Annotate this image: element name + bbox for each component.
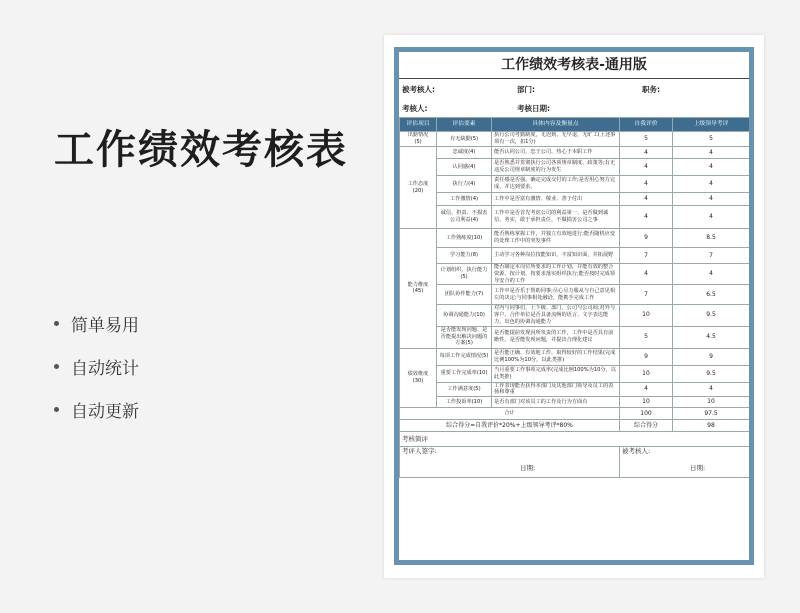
table-row [400,248,750,264]
table-body [400,132,750,408]
factor-cell: 工作熟练度(10) [437,229,492,248]
self-score-cell: 10 [620,305,673,326]
header-cell: 上级领导考评 [673,118,750,132]
content-cell: 工作表现能否获得本部门及其他部门领导及员工的表扬和尊重 [492,382,620,397]
content-cell: 是否有部门对该员工的工作及行为方面有 [492,397,620,408]
assessee-label: 被考核人: [402,85,435,94]
assessor-sign-cell [400,447,620,478]
feature-label: 简单易用 [71,316,139,336]
leader-score-cell: 9.5 [673,305,750,326]
bullet-icon [54,407,59,412]
leader-score-cell: 4 [673,176,750,193]
total-row [400,408,750,420]
assessee-date-label: 日期: [690,464,706,472]
bullet-icon [54,321,59,326]
assessor-date-label: 日期: [520,464,536,472]
assessment-table [399,117,749,478]
leader-score-cell: 4 [673,147,750,159]
table-row [400,285,750,305]
table-header-row [400,118,750,132]
header-cell: 自我评价 [620,118,673,132]
leader-score-cell: 10 [673,397,750,408]
table-row [400,229,750,248]
leader-score-cell: 9.5 [673,365,750,382]
factor-cell: 工作投诉率(10) [437,397,492,408]
leader-score-cell: 4 [673,264,750,285]
table-row [400,305,750,326]
self-score-cell: 4 [620,147,673,159]
date-label: 考核日期: [517,104,550,113]
factor-cell: 认同感(4) [437,159,492,176]
feature-label: 自动更新 [71,402,139,422]
leader-score-cell: 5 [673,132,750,147]
table-row [400,264,750,285]
self-score-cell: 9 [620,348,673,365]
position-label: 职务: [642,85,660,94]
composite-label: 综合得分 [620,420,673,432]
factor-cell: 忠诚度(4) [437,147,492,159]
leader-score-cell: 4 [673,382,750,397]
self-score-cell: 7 [620,248,673,264]
category-cell: 能力维度 (45) [400,229,437,349]
comment-row [400,432,750,447]
category-cell: 工作态度 (20) [400,147,437,229]
assessee-sign-label: 被考核人: [622,447,651,455]
factor-cell: 工作激情(4) [437,193,492,206]
content-cell: 主动学习各种岗位技能知识，丰富知识面，并拓展野 [492,248,620,264]
category-cell: 绩效维度 (30) [400,348,437,408]
composite-formula: 综合得分=自我评价*20%+上级领导考评*80% [400,420,620,432]
self-score-cell: 4 [620,206,673,229]
total-label: 合计 [400,408,620,420]
total-leader: 97.5 [673,408,750,420]
self-score-cell: 10 [620,365,673,382]
self-score-cell: 4 [620,193,673,206]
content-cell: 能否认同公司，忠于公司，热心于本职工作 [492,147,620,159]
factor-cell: 学习能力(8) [437,248,492,264]
self-score-cell: 4 [620,382,673,397]
feature-item [54,355,139,378]
content-cell: 对内与同事们、上下级、部门、公司与公司间;对外与客户、合作单位是否具备流畅的语言、文字表达能力，出色的协调沟通能力 [492,305,620,326]
factor-cell: 工作满意度(5) [437,382,492,397]
table-row [400,193,750,206]
leader-score-cell: 7 [673,248,750,264]
assessor-label: 考核人: [402,104,428,113]
bullet-icon [54,364,59,369]
factor-cell: 每项工作完成情况(5) [437,348,492,365]
leader-score-cell: 6.5 [673,285,750,305]
content-cell: 是否熟悉并贯彻执行公司各项规章制度、政策等;有无违反公司规章制度的行为发生 [492,159,620,176]
category-cell: 出勤情况 (5) [400,132,437,147]
content-cell: 工作中是否首先考虑公司的利益第一、是否做到诚信、务实，敢于承担责任，不做损害公司之事 [492,206,620,229]
self-score-cell: 5 [620,326,673,348]
composite-row [400,420,750,432]
header-cell: 具体内容及衡量点 [492,118,620,132]
table-row [400,326,750,348]
leader-score-cell: 9 [673,348,750,365]
document-title: 工作绩效考核表-通用版 [399,52,749,79]
factor-cell: 是否能发现问题、是否能提出解决问题的方案(5) [437,326,492,348]
assessor-sign-label: 考评人签字: [402,447,437,455]
signature-row [400,447,750,478]
factor-cell: 重要工作完成率(10) [437,365,492,382]
content-cell: 工作中是否乐于帮助同事;尽心尽力服从与自己意见相左的决定;与同事相处融洽，能携手完成工作 [492,285,620,305]
content-cell: 是否能正确、有效地工作，取得较好的工作结果(完成比例100%为10分，以此类推) [492,348,620,365]
info-row-2 [399,98,749,117]
content-cell: 责任感是否强，确定完成交付的工作;是否用心努力完成，并达到要求。 [492,176,620,193]
department-label: 部门: [517,85,535,94]
document-sheet [399,52,749,560]
header-cell: 评估项目 [400,118,437,132]
table-row [400,206,750,229]
self-score-cell: 4 [620,159,673,176]
table-row [400,159,750,176]
leader-score-cell: 4.5 [673,326,750,348]
table-row [400,397,750,408]
assessee-sign-cell [620,447,750,478]
factor-cell: 执行力(4) [437,176,492,193]
info-row-1 [399,79,749,98]
table-row [400,132,750,147]
content-cell: 是否能提前发现因所负责的工作，工作中是否具有前瞻性，是否能发现问题，并提出合理化建议 [492,326,620,348]
header-cell: 评估要素 [437,118,492,132]
leader-score-cell: 4 [673,206,750,229]
feature-label: 自动统计 [71,359,139,379]
self-score-cell: 5 [620,132,673,147]
factor-cell: 诚信、担责、不损害公司利益(4) [437,206,492,229]
leader-score-cell: 4 [673,159,750,176]
content-cell: 当月重要工作事项完成率(完成比例100%为10分，以此类推) [492,365,620,382]
document-preview [384,35,764,578]
leader-score-cell: 8.5 [673,229,750,248]
document-frame [394,47,754,565]
promo-title: 工作绩效考核表 [54,127,348,173]
factor-cell: 协调沟通能力(10) [437,305,492,326]
feature-list [54,312,139,441]
table-row [400,365,750,382]
factor-cell: 团队协作能力(7) [437,285,492,305]
table-row [400,382,750,397]
self-score-cell: 9 [620,229,673,248]
feature-item [54,312,139,335]
total-self: 100 [620,408,673,420]
content-cell: 能否制定本岗位所要求的工作计划，并能有效的整合资源，按计划、按要求落实组织执行;能否按时完成领导安合的工作 [492,264,620,285]
table-row [400,176,750,193]
self-score-cell: 7 [620,285,673,305]
leader-score-cell: 4 [673,193,750,206]
composite-value: 98 [673,420,750,432]
table-summary [400,408,750,478]
factor-cell: 计划组织、执行能力(5) [437,264,492,285]
table-row [400,348,750,365]
table-row [400,147,750,159]
content-cell: 能否熟练掌握工作，并独立有效地进行;能否随机应变的处理工作中的突发事件 [492,229,620,248]
content-cell: 工作中是否富有激情、敬业、善于付出 [492,193,620,206]
content-cell: 执行公司考勤制度，无迟到、无早退、无旷工(上述事项有一次，扣1分) [492,132,620,147]
factor-cell: 有无缺勤(5) [437,132,492,147]
self-score-cell: 4 [620,176,673,193]
self-score-cell: 4 [620,264,673,285]
feature-item [54,398,139,421]
self-score-cell: 10 [620,397,673,408]
comment-label: 考核简评 [400,432,750,447]
